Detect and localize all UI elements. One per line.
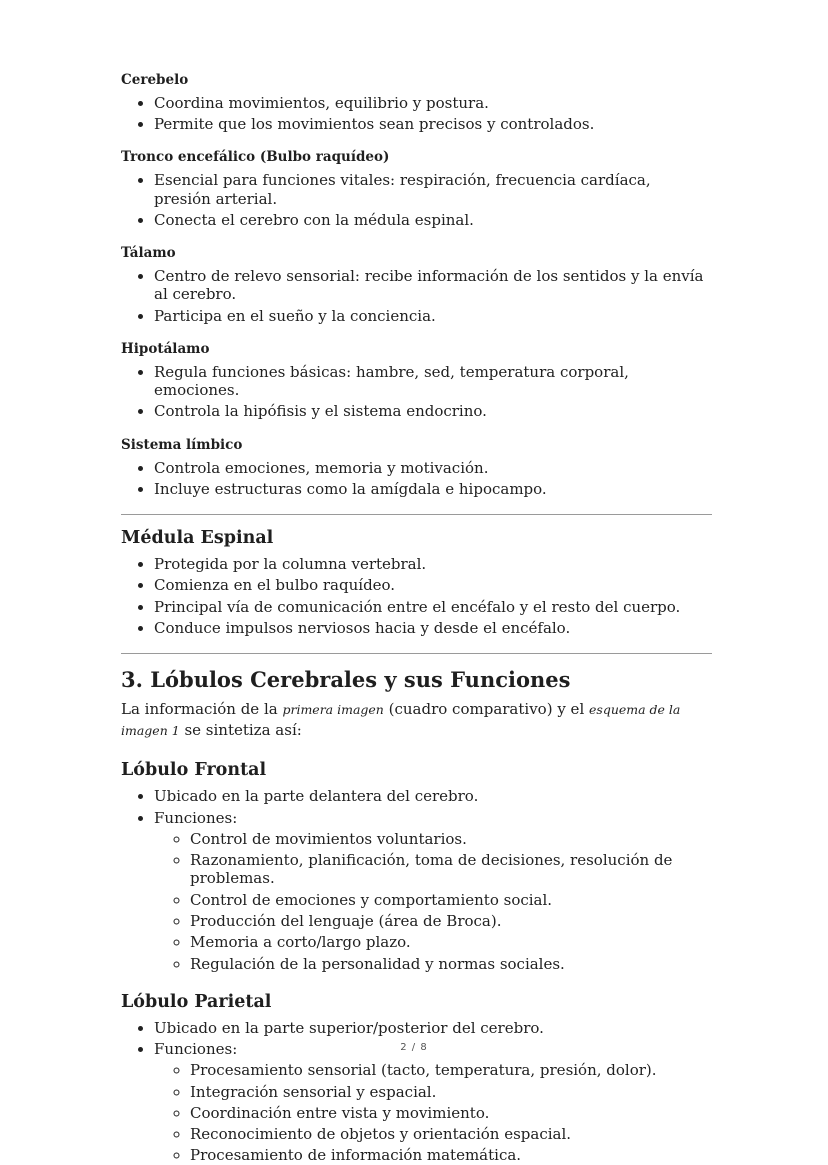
intro-text: se sintetiza así:: [179, 721, 302, 740]
sub-list-item: ◦ Razonamiento, planificación, toma de decisiones, resolución de problemas.: [190, 851, 712, 888]
sub-list-item: ◦ Control de emociones y comportamiento social.: [190, 891, 712, 909]
bullet-list: [121, 363, 712, 421]
sub-list-item: ◦ Memoria a corto/largo plazo.: [190, 933, 712, 951]
sub-bullet-list: [154, 1061, 712, 1164]
section-heading: Tálamo: [121, 245, 176, 262]
sub-list-item: ◦ Procesamiento sensorial (tacto, temperatura, presión, dolor).: [190, 1061, 712, 1079]
bullet-list: [121, 555, 712, 637]
list-item: • Esencial para funciones vitales: respiración, frecuencia cardíaca, presión arterial.: [154, 171, 712, 208]
section-talamo: [121, 245, 712, 325]
list-item: • Principal vía de comunicación entre el encéfalo y el resto del cuerpo.: [154, 598, 712, 616]
section-heading: Lóbulo Parietal: [121, 991, 272, 1012]
list-item: • Protegida por la columna vertebral.: [154, 555, 712, 573]
sub-bullet-list: [154, 830, 712, 973]
section-hipotalamo: [121, 341, 712, 421]
section-heading: Sistema límbico: [121, 436, 243, 453]
intro-italic-reference: esquema de la imagen 1: [121, 702, 681, 739]
list-item: • Conecta el cerebro con la médula espinal.: [154, 211, 712, 229]
sub-list-item: ◦ Regulación de la personalidad y normas sociales.: [190, 955, 712, 973]
list-item: • Controla la hipófisis y el sistema endocrino.: [154, 402, 712, 420]
list-item-label: Funciones:: [154, 1039, 238, 1058]
list-item: • Permite que los movimientos sean precisos y controlados.: [154, 115, 712, 133]
sub-list-item: ◦ Control de movimientos voluntarios.: [190, 830, 712, 848]
list-item: • Regula funciones básicas: hambre, sed, temperatura corporal, emociones.: [154, 363, 712, 400]
section-heading: Tronco encefálico (Bulbo raquídeo): [121, 149, 390, 166]
section-heading: Médula Espinal: [121, 528, 274, 549]
bullet-list: [121, 787, 712, 973]
page-number: 2 / 8: [400, 1042, 428, 1053]
intro-italic-reference: primera imagen: [282, 702, 384, 718]
list-item-label: Funciones:: [154, 808, 238, 827]
sub-list-item: ◦ Procesamiento de información matemática.: [190, 1146, 712, 1164]
bullet-list: [121, 1019, 712, 1165]
bullet-list: [121, 94, 712, 134]
list-item: • Incluye estructuras como la amígdala e hipocampo.: [154, 480, 712, 498]
section-medula-espinal: [121, 527, 712, 637]
horizontal-divider: [121, 514, 712, 515]
section-tronco-encefalico: [121, 149, 712, 229]
bullet-list: [121, 171, 712, 229]
list-item: • Conduce impulsos nerviosos hacia y desde el encéfalo.: [154, 619, 712, 637]
sub-list-item: ◦ Coordinación entre vista y movimiento.: [190, 1104, 712, 1122]
section-heading: Lóbulo Frontal: [121, 760, 267, 781]
list-item: [154, 1040, 712, 1165]
sub-list-item: ◦ Producción del lenguaje (área de Broca).: [190, 912, 712, 930]
section-lobulo-parietal: [121, 991, 712, 1165]
section-cerebelo: [121, 72, 712, 133]
section-heading: Cerebelo: [121, 72, 189, 88]
sub-list-item: ◦ Integración sensorial y espacial.: [190, 1083, 712, 1101]
section-heading: Hipotálamo: [121, 341, 210, 357]
bullet-list: [121, 459, 712, 499]
page-title: 3. Lóbulos Cerebrales y sus Funciones: [121, 667, 571, 693]
section-lobulo-frontal: [121, 759, 712, 972]
section-sistema-limbico: [121, 437, 712, 498]
list-item: [154, 809, 712, 973]
sub-list-item: ◦ Reconocimiento de objetos y orientación espacial.: [190, 1125, 712, 1143]
list-item: • Participa en el sueño y la conciencia.: [154, 307, 712, 325]
list-item: • Comienza en el bulbo raquídeo.: [154, 576, 712, 594]
intro-text: (cuadro comparativo) y el: [383, 700, 590, 719]
list-item: • Centro de relevo sensorial: recibe información de los sentidos y la envía al cerebro.: [154, 267, 712, 304]
list-item: • Ubicado en la parte delantera del cerebro.: [154, 787, 712, 805]
horizontal-divider: [121, 653, 712, 654]
list-item: • Coordina movimientos, equilibrio y postura.: [154, 94, 712, 112]
intro-paragraph: [121, 699, 712, 741]
intro-text: La información de la: [121, 700, 283, 719]
list-item: • Ubicado en la parte superior/posterior del cerebro.: [154, 1019, 712, 1037]
bullet-list: [121, 267, 712, 325]
list-item: • Controla emociones, memoria y motivación.: [154, 459, 712, 477]
